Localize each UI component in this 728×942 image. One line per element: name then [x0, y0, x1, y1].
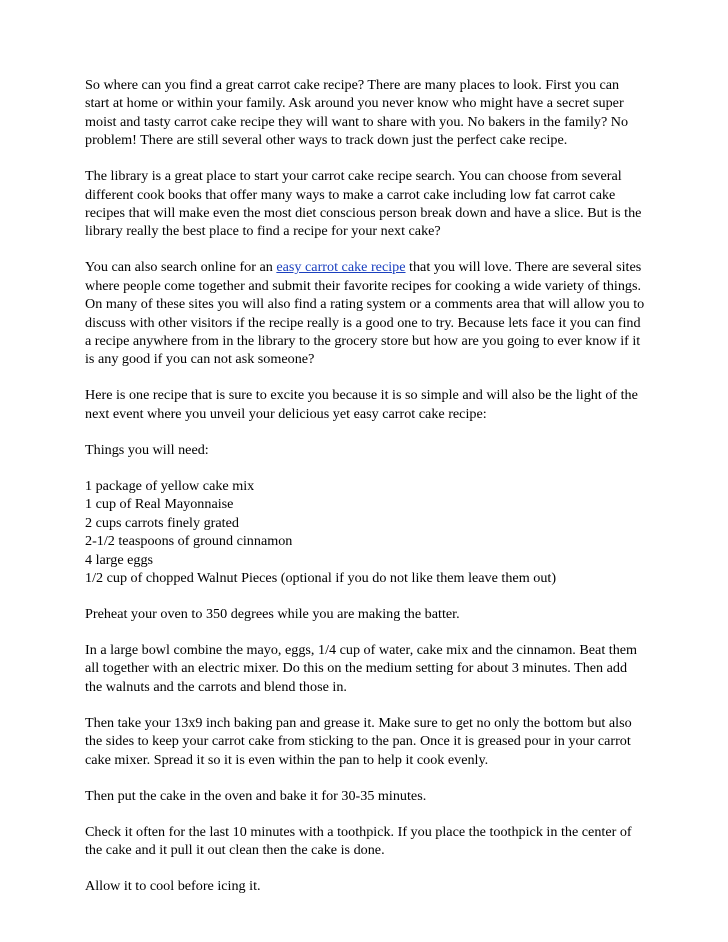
online-search-paragraph [85, 258, 645, 368]
pan-step: Then take your 13x9 inch baking pan and grease it. Make sure to get no only the bottom but also the sides to keep your carrot cake from sticking to the pan. Once it is greased pour in your carrot cake mixer. Spread it so it is even within the pan to help it cook evenly. [85, 714, 632, 768]
ingredient-item: 2-1/2 teaspoons of ground cinnamon [85, 533, 293, 550]
ingredient-item: 4 large eggs [85, 551, 154, 568]
document-body [85, 76, 645, 913]
intro-paragraph: So where can you find a great carrot cake recipe? There are many places to look. First you can start at home or within your family. Ask around you never know who might have a secret super moist and tasty carrot cake recipe they will want to share with you. No bakers in the family? No problem! There are still several other ways to track down just the perfect cake recipe. [85, 77, 629, 149]
easy-carrot-cake-recipe-link[interactable]: easy carrot cake recipe [276, 259, 406, 276]
preheat-step: Preheat your oven to 350 degrees while you are making the batter. [85, 605, 460, 622]
bake-step: Then put the cake in the oven and bake it for 30-35 minutes. [85, 787, 427, 804]
ingredient-item: 2 cups carrots finely grated [85, 514, 239, 531]
online-search-text-after: that you will love. There are several sites where people come together and submit their favorite recipes for cooking a wide variety of things. On many of these sites you will also find a rating system or a comments area that will allow you to discuss with other visitors if the recipe really is a good one to try. Because lets face it you can find a recipe anywhere from in the library to the grocery store but how are you going to ever know if it is any good if you can not ask someone? [85, 259, 645, 368]
recipe-intro-paragraph: Here is one recipe that is sure to excite you because it is so simple and will also be the light of the next event where you unveil your delicious yet easy carrot cake recipe: [85, 387, 638, 422]
ingredient-item: 1/2 cup of chopped Walnut Pieces (optional if you do not like them leave them out) [85, 569, 557, 586]
check-step: Check it often for the last 10 minutes with a toothpick. If you place the toothpick in the center of the cake and it pull it out clean then the cake is done. [85, 823, 632, 858]
cool-step: Allow it to cool before icing it. [85, 877, 261, 894]
combine-step: In a large bowl combine the mayo, eggs, 1/4 cup of water, cake mix and the cinnamon. Beat them all together with an electric mixer. Do this on the medium setting for about 3 minutes. Then add the walnuts and the carrots and blend those in. [85, 641, 638, 695]
ingredients-list [85, 477, 645, 587]
library-paragraph: The library is a great place to start your carrot cake recipe search. You can choose from several different cook books that offer many ways to make a carrot cake including low fat carrot cake recipes that will make even the most diet conscious person break down and have a slice. But is the library really the best place to find a recipe for your next cake? [85, 168, 642, 240]
online-search-text-before: You can also search online for an [85, 259, 277, 276]
things-needed-heading: Things you will need: [85, 441, 209, 458]
ingredient-item: 1 cup of Real Mayonnaise [85, 496, 234, 513]
ingredient-item: 1 package of yellow cake mix [85, 477, 255, 494]
